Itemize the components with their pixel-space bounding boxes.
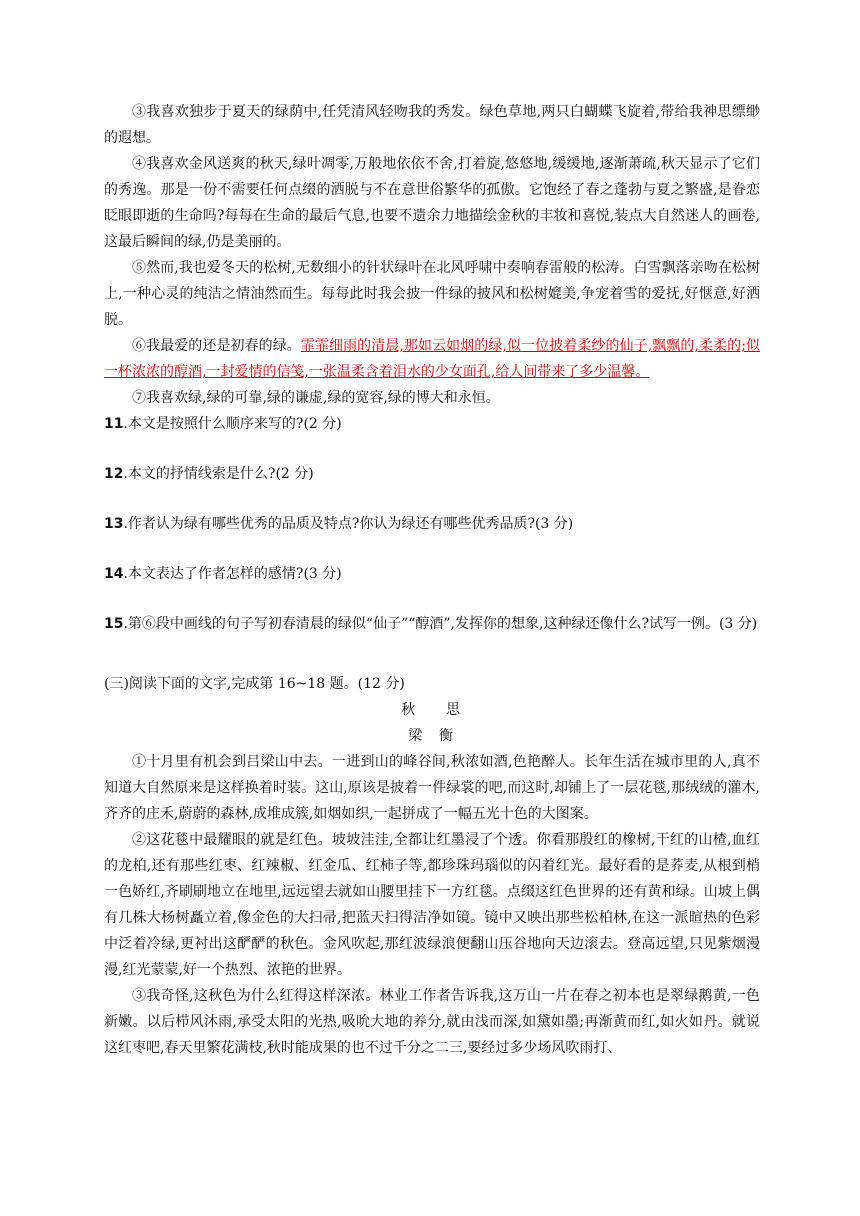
article-title: 秋思 (401, 702, 491, 718)
question-11: 11.本文是按照什么顺序来写的?(2 分) (104, 416, 342, 432)
question-15: 15.第⑥段中画线的句子写初春清晨的绿似“仙子”“醇酒”,发挥你的想象,这种绿还像什么?试写一例。(3 分) (104, 616, 758, 632)
paragraph-6-start: ⑥我最爱的还是初春的绿。 (132, 338, 301, 354)
question-13: 13.作者认为绿有哪些优秀的品质及特点?你认为绿还有哪些优秀品质?(3 分) (104, 516, 574, 532)
paragraph-3: ③我喜欢独步于夏天的绿荫中,任凭清风轻吻我的秀发。绿色草地,两只白蝴蝶飞旋着,带给我神思缥缈的遐想。 (104, 104, 760, 146)
article-paragraph-3: ③我奇怪,这秋色为什么红得这样深浓。林业工作者告诉我,这万山一片在春之初本也是翠绿鹅黄,一色新嫩。以后栉风沐雨,承受太阳的光热,吸吮大地的养分,就由浅而深,如黛如墨;再渐黄而红,如火如丹。就说这红枣吧,春天里繁花满枝,秋时能成果的也不过千分之二三,要经过多少场风吹雨打、 (104, 988, 760, 1056)
question-12: 12.本文的抒情线索是什么?(2 分) (104, 466, 314, 482)
question-14: 14.本文表达了作者怎样的感情?(3 分) (104, 566, 342, 582)
article-paragraph-2: ②这花毯中最耀眼的就是红色。坡坡洼洼,全都让红墨浸了个透。你看那殷红的橡树,干红的山楂,血红的龙柏,还有那些红枣、红辣椒、红金瓜、红柿子等,都珍珠玛瑙似的闪着红光。最好看的是荞麦,从根到梢一色娇红,齐刷刷地立在地里,远远望去就如山腰里挂下一方红毯。点缀这红色世界的还有黄和绿。山坡上偶有几株大杨树矗立着,像金色的大扫帚,把蓝天扫得洁净如镜。镜中又映出那些松柏林,在这一派暄热的色彩中泛着冷绿,更衬出这酽酽的秋色。金风吹起,那红波绿浪便翻山压谷地向天边滚去。登高远望,只见紫烟漫漫,红光蒙蒙,好一个热烈、浓艳的世界。 (104, 832, 760, 978)
article-paragraph-1: ①十月里有机会到吕梁山中去。一进到山的峰谷间,秋浓如酒,色艳醉人。长年生活在城市里的人,真不知道大自然原来是这样换着时装。这山,原该是披着一件绿裳的吧,而这时,却铺上了一层花毯,那绒绒的灌木,齐齐的庄禾,蔚蔚的森林,成堆成簇,如烟如织,一起拼成了一幅五光十色的大图案。 (104, 754, 760, 822)
paragraph-6 (104, 333, 760, 385)
article-author: 梁衡 (408, 728, 470, 744)
paragraph-5: ⑤然而,我也爱冬天的松树,无数细小的针状绿叶在北风呼啸中奏响春雷般的松涛。白雪飘落亲吻在松树上,一种心灵的纯洁之情油然而生。每每此时我会披一件绿的披风和松树媲美,争宠着雪的爱抚,好惬意,好洒脱。 (104, 260, 760, 328)
underlined-sentence: 霏霏细雨的清晨,那如云如烟的绿,似一位披着柔纱的仙子,飘飘的,柔柔的;似一杯浓浓的醇酒,一封爱情的信笺,一张温柔含着泪水的少女面孔,给人间带来了多少温馨。 (104, 338, 760, 380)
section-3-heading: (三)阅读下面的文字,完成第 16~18 题。(12 分) (104, 676, 405, 692)
paragraph-4: ④我喜欢金风送爽的秋天,绿叶凋零,万般地依依不舍,打着旋,悠悠地,缓缓地,逐渐萧疏,秋天显示了它们的秀逸。那是一份不需要任何点缀的洒脱与不在意世俗繁华的孤傲。它饱经了春之蓬勃与夏之繁盛,是眷恋眨眼即逝的生命吗?每每在生命的最后气息,也要不遗余力地描绘金秋的丰妆和喜悦,装点大自然迷人的画卷,这最后瞬间的绿,仍是美丽的。 (104, 156, 760, 250)
paragraph-7: ⑦我喜欢绿,绿的可靠,绿的谦虚,绿的宽容,绿的博大和永恒。 (132, 390, 500, 406)
